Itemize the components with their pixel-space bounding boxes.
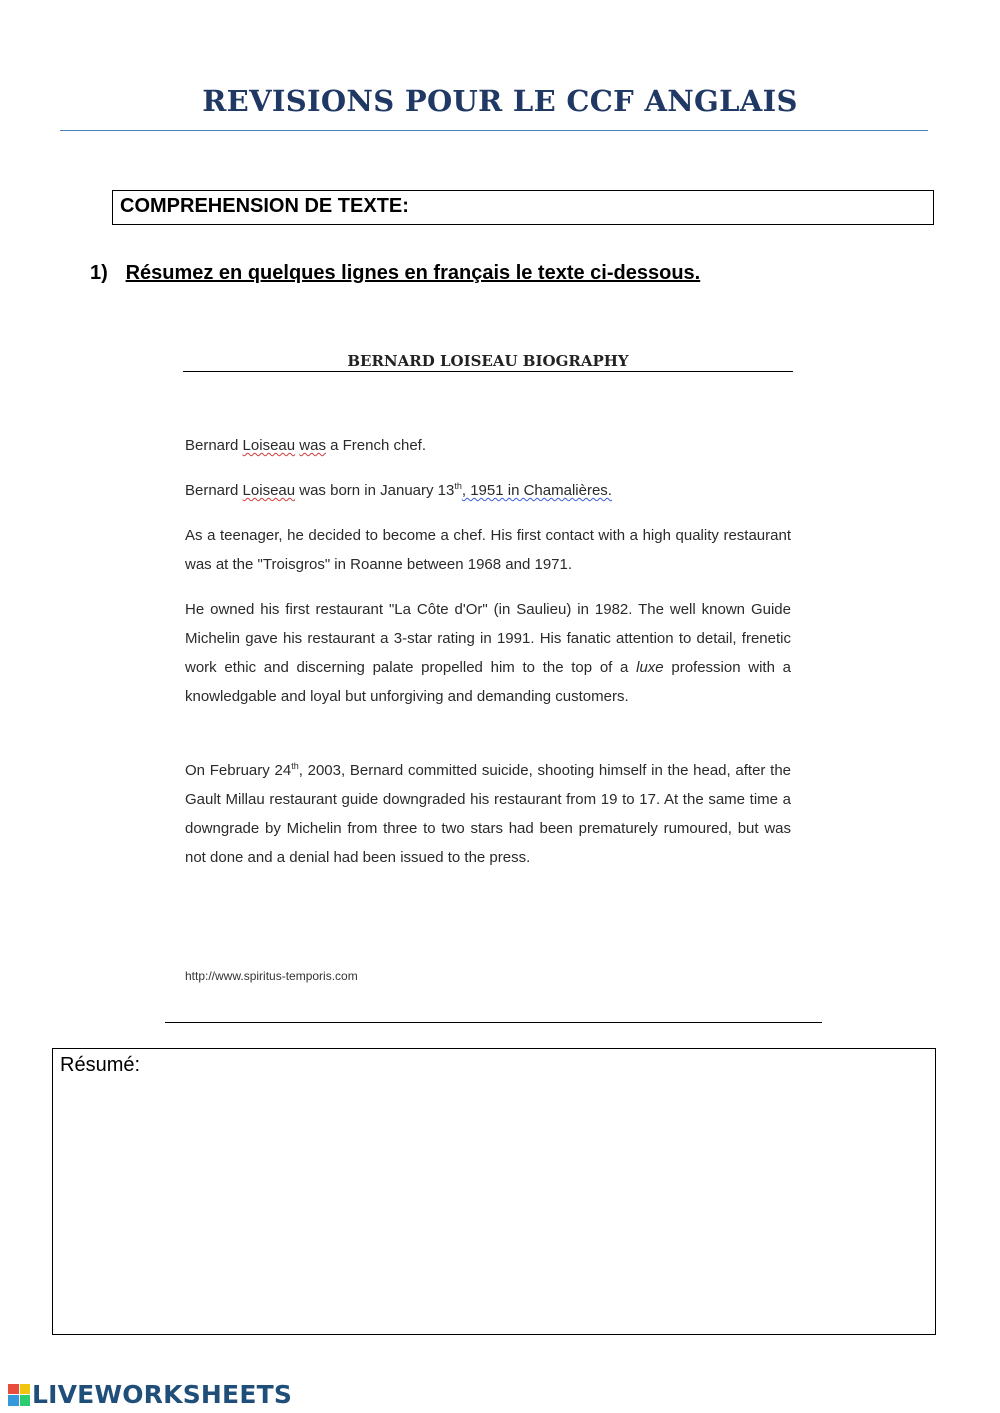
biography-paragraph-2: Bernard Loiseau was born in January 13th, 1951 in Chamalières. bbox=[185, 481, 612, 499]
section-heading: COMPREHENSION DE TEXTE: bbox=[120, 195, 409, 217]
title-divider bbox=[60, 130, 928, 131]
biography-paragraph-5: On February 24th, 2003, Bernard committed suicide, shooting himself in the head, after the Gault Millau restaurant guide downgraded his restaurant from 19 to 17. At the same time a downgrade by Michelin from three to two stars had been prematurely rumoured, but was not done and a denial had been issued to the press. bbox=[185, 761, 791, 866]
logo-text: LIVEWORKSHEETS bbox=[32, 1380, 293, 1409]
biography-paragraph-3: As a teenager, he decided to become a chef. His first contact with a high quality restaurant was at the "Troisgros" in Roanne between 1968 and 1971. bbox=[185, 527, 791, 573]
document-title: BERNARD LOISEAU BIOGRAPHY bbox=[347, 352, 629, 370]
biography-paragraph-4: He owned his first restaurant "La Côte d'Or" (in Saulieu) in 1982. The well known Guide Michelin gave his restaurant a 3-star rating in 1991. His fanatic attention to detail, frenetic work ethic and discerning palate propelled him to the top of a luxe profession with a knowledgable and loyal but unforgiving and demanding customers. bbox=[185, 601, 791, 705]
resume-answer-box[interactable] bbox=[52, 1048, 936, 1335]
document-bottom-rule bbox=[165, 1022, 822, 1023]
section-heading-box bbox=[112, 190, 934, 225]
document-title-rule bbox=[183, 371, 793, 372]
logo-icon bbox=[8, 1384, 30, 1406]
question-1 bbox=[90, 262, 700, 285]
liveworksheets-logo[interactable] bbox=[8, 1380, 292, 1409]
page-title: REVISIONS POUR LE CCF ANGLAIS bbox=[202, 84, 798, 118]
source-link: http://www.spiritus-temporis.com bbox=[185, 969, 358, 983]
biography-paragraph-1: Bernard Loiseau was a French chef. bbox=[185, 437, 427, 454]
question-number: 1) bbox=[90, 262, 108, 284]
resume-label: Résumé: bbox=[60, 1054, 141, 1076]
question-text: Résumez en quelques lignes en français le texte ci-dessous. bbox=[125, 262, 701, 284]
